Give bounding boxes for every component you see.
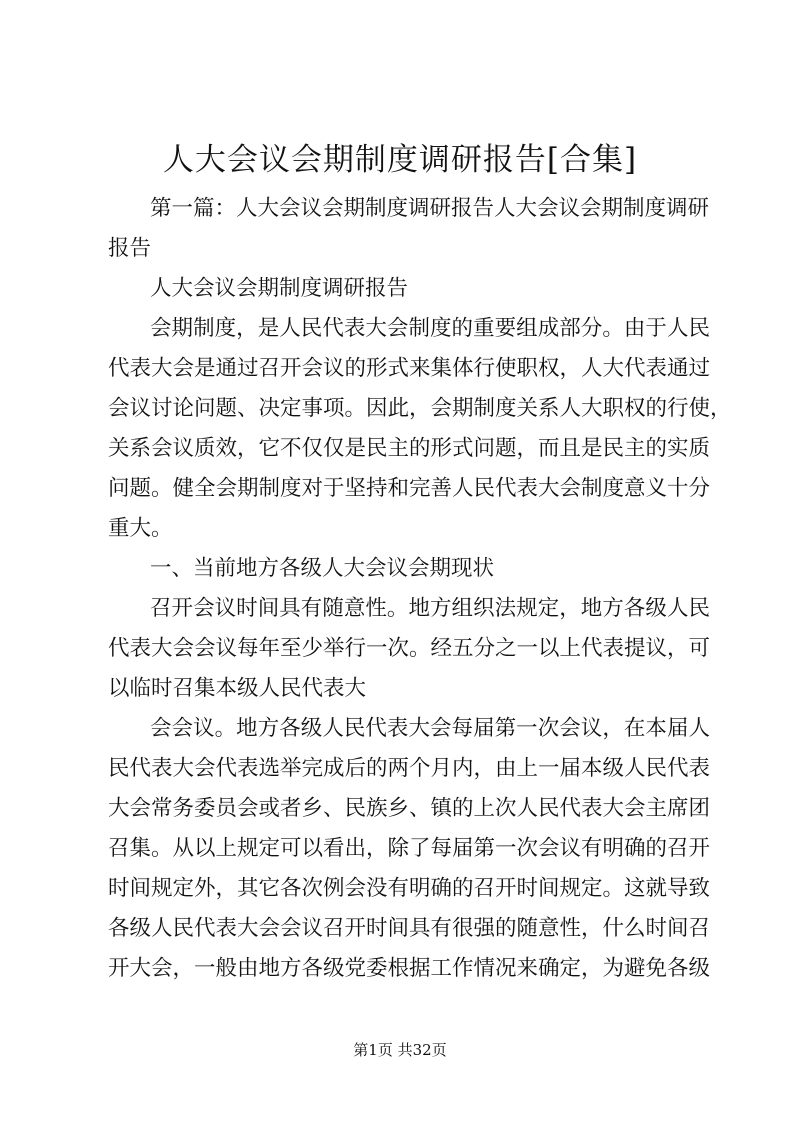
paragraph-line: 大会常务委员会或者乡、民族乡、镇的上次人民代表大会主席团 [108,796,711,821]
paragraph-line: 第一篇：人大会议会期制度调研报告人大会议会期制度调研 [150,196,710,221]
paragraph-line: 以临时召集本级人民代表大 [108,676,367,701]
document-title: 人大会议会期制度调研报告[合集] [162,142,638,178]
paragraph-line: 会会议。地方各级人民代表大会每届第一次会议，在本届人 [150,716,710,741]
paragraph-line: 代表大会会议每年至少举行一次。经五分之一以上代表提议，可 [108,636,711,661]
paragraph-line: 各级人民代表大会会议召开时间具有很强的随意性，什么时间召 [108,916,711,941]
paragraph-line: 关系会议质效，它不仅仅是民主的形式问题，而且是民主的实质 [108,436,711,461]
paragraph-line: 召开会议时间具有随意性。地方组织法规定，地方各级人民 [150,596,710,621]
paragraph-line: 重大。 [108,516,173,541]
paragraph-line: 召集。从以上规定可以看出，除了每届第一次会议有明确的召开 [108,836,711,861]
paragraph-line: 开大会，一般由地方各级党委根据工作情况来确定，为避免各级 [108,956,711,981]
paragraph-line: 时间规定外，其它各次例会没有明确的召开时间规定。这就导致 [108,876,711,901]
paragraph-line: 代表大会是通过召开会议的形式来集体行使职权，人大代表通过 [108,356,711,381]
paragraph-line: 问题。健全会期制度对于坚持和完善人民代表大会制度意义十分 [108,476,711,501]
paragraph-line: 民代表大会代表选举完成后的两个月内，由上一届本级人民代表 [108,756,711,781]
paragraph-line: 报告 [108,236,152,261]
page-footer: 第1页 共32页 [353,1041,447,1059]
section-heading: 人大会议会期制度调研报告 [150,276,409,301]
paragraph-line: 会议讨论问题、决定事项。因此，会期制度关系人大职权的行使， [108,396,732,421]
paragraph-line: 会期制度，是人民代表大会制度的重要组成部分。由于人民 [150,316,710,341]
section-heading: 一、当前地方各级人大会议会期现状 [150,556,495,581]
